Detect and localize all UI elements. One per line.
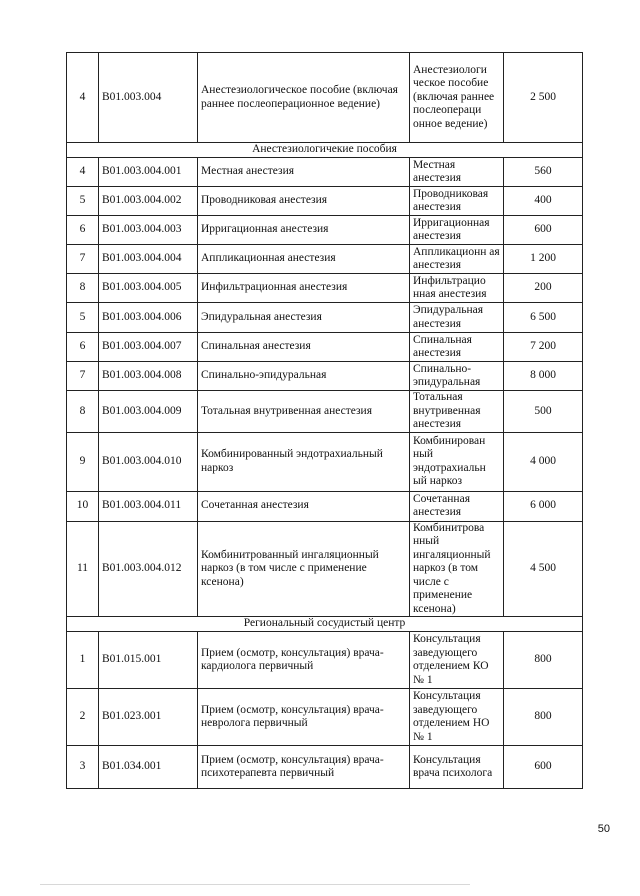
service-name: Анестезиологическое пособие (включая раннее послеоперационное ведение) <box>198 53 410 143</box>
service-code: B01.003.004.010 <box>99 432 198 491</box>
table-row <box>67 362 583 391</box>
service-name: Прием (осмотр, консультация) врача-кардиолога первичный <box>198 632 410 689</box>
service-price: 6 500 <box>504 303 583 333</box>
service-code: B01.003.004.009 <box>99 391 198 433</box>
service-description: Комбинирован ный эндотрахиальн ый наркоз <box>410 432 504 491</box>
service-description: Комбинитрова нный ингаляционный наркоз (в том числе с применение ксенона) <box>410 521 504 617</box>
row-number: 7 <box>67 245 99 274</box>
table-row <box>67 158 583 187</box>
service-price: 4 000 <box>504 432 583 491</box>
service-description: Тотальная внутривенная анестезия <box>410 391 504 433</box>
service-description: Местная анестезия <box>410 158 504 187</box>
service-description: Консультация врача психолога <box>410 746 504 789</box>
service-code: B01.003.004.007 <box>99 333 198 362</box>
service-description: Консультация заведующего отделением КО № 1 <box>410 632 504 689</box>
table-row <box>67 746 583 789</box>
service-description: Проводниковая анестезия <box>410 187 504 216</box>
row-number: 9 <box>67 432 99 491</box>
scan-artifact-line <box>40 884 470 885</box>
table-row <box>67 245 583 274</box>
service-name: Проводниковая анестезия <box>198 187 410 216</box>
price-list-table <box>66 52 583 789</box>
service-description: Спинально- эпидуральная <box>410 362 504 391</box>
row-number: 1 <box>67 632 99 689</box>
service-price: 1 200 <box>504 245 583 274</box>
row-number: 4 <box>67 53 99 143</box>
service-name: Комбинированный эндотрахиальный наркоз <box>198 432 410 491</box>
row-number: 6 <box>67 333 99 362</box>
table-row <box>67 632 583 689</box>
service-code: B01.003.004.006 <box>99 303 198 333</box>
row-number: 11 <box>67 521 99 617</box>
service-price: 6 000 <box>504 491 583 521</box>
service-price: 8 000 <box>504 362 583 391</box>
service-price: 600 <box>504 746 583 789</box>
service-name: Сочетанная анестезия <box>198 491 410 521</box>
section-title-anesthesia: Анестезиологичекие пособия <box>67 143 583 158</box>
row-number: 2 <box>67 689 99 746</box>
table-row <box>67 689 583 746</box>
page-number: 50 <box>597 823 610 835</box>
service-price: 200 <box>504 274 583 303</box>
table-row <box>67 491 583 521</box>
service-name: Ирригационная анестезия <box>198 216 410 245</box>
table-row <box>67 216 583 245</box>
service-code: B01.003.004.005 <box>99 274 198 303</box>
service-name: Спинальная анестезия <box>198 333 410 362</box>
table-row <box>67 53 583 143</box>
table-row <box>67 521 583 617</box>
service-price: 4 500 <box>504 521 583 617</box>
row-number: 7 <box>67 362 99 391</box>
service-price: 800 <box>504 632 583 689</box>
service-code: B01.034.001 <box>99 746 198 789</box>
service-code: B01.003.004.012 <box>99 521 198 617</box>
service-name: Комбинитрованный ингаляционный наркоз (в том числе с применение ксенона) <box>198 521 410 617</box>
service-price: 560 <box>504 158 583 187</box>
row-number: 5 <box>67 303 99 333</box>
row-number: 8 <box>67 274 99 303</box>
table-row <box>67 303 583 333</box>
service-price: 7 200 <box>504 333 583 362</box>
service-price: 500 <box>504 391 583 433</box>
price-list-body <box>67 53 583 789</box>
service-description: Эпидуральная анестезия <box>410 303 504 333</box>
service-description: Консультация заведующего отделением НО № 1 <box>410 689 504 746</box>
row-number: 3 <box>67 746 99 789</box>
service-name: Прием (осмотр, консультация) врача-невролога первичный <box>198 689 410 746</box>
service-name: Местная анестезия <box>198 158 410 187</box>
service-name: Эпидуральная анестезия <box>198 303 410 333</box>
service-description: Аппликационн ая анестезия <box>410 245 504 274</box>
service-code: B01.003.004.008 <box>99 362 198 391</box>
service-code: B01.003.004.002 <box>99 187 198 216</box>
row-number: 5 <box>67 187 99 216</box>
service-code: B01.003.004.003 <box>99 216 198 245</box>
service-description: Сочетанная анестезия <box>410 491 504 521</box>
service-price: 2 500 <box>504 53 583 143</box>
service-code: B01.003.004.004 <box>99 245 198 274</box>
service-name: Спинально-эпидуральная <box>198 362 410 391</box>
table-row <box>67 187 583 216</box>
service-description: Спинальная анестезия <box>410 333 504 362</box>
service-price: 800 <box>504 689 583 746</box>
service-code: B01.003.004 <box>99 53 198 143</box>
service-description: Ирригационная анестезия <box>410 216 504 245</box>
service-code: B01.015.001 <box>99 632 198 689</box>
service-name: Аппликационная анестезия <box>198 245 410 274</box>
table-row <box>67 432 583 491</box>
section-header-row <box>67 143 583 158</box>
section-header-row <box>67 617 583 632</box>
service-code: B01.003.004.011 <box>99 491 198 521</box>
service-name: Прием (осмотр, консультация) врача-психотерапевта первичный <box>198 746 410 789</box>
section-title-vascular-center: Региональный сосудистый центр <box>67 617 583 632</box>
service-price: 400 <box>504 187 583 216</box>
row-number: 4 <box>67 158 99 187</box>
table-row <box>67 333 583 362</box>
row-number: 8 <box>67 391 99 433</box>
service-description: Инфильтрацио нная анестезия <box>410 274 504 303</box>
service-price: 600 <box>504 216 583 245</box>
row-number: 6 <box>67 216 99 245</box>
service-code: B01.023.001 <box>99 689 198 746</box>
table-row <box>67 391 583 433</box>
service-name: Тотальная внутривенная анестезия <box>198 391 410 433</box>
row-number: 10 <box>67 491 99 521</box>
service-description: Анестезиологи ческое пособие (включая раннее послеопераци онное ведение) <box>410 53 504 143</box>
service-code: B01.003.004.001 <box>99 158 198 187</box>
table-row <box>67 274 583 303</box>
service-name: Инфильтрационная анестезия <box>198 274 410 303</box>
